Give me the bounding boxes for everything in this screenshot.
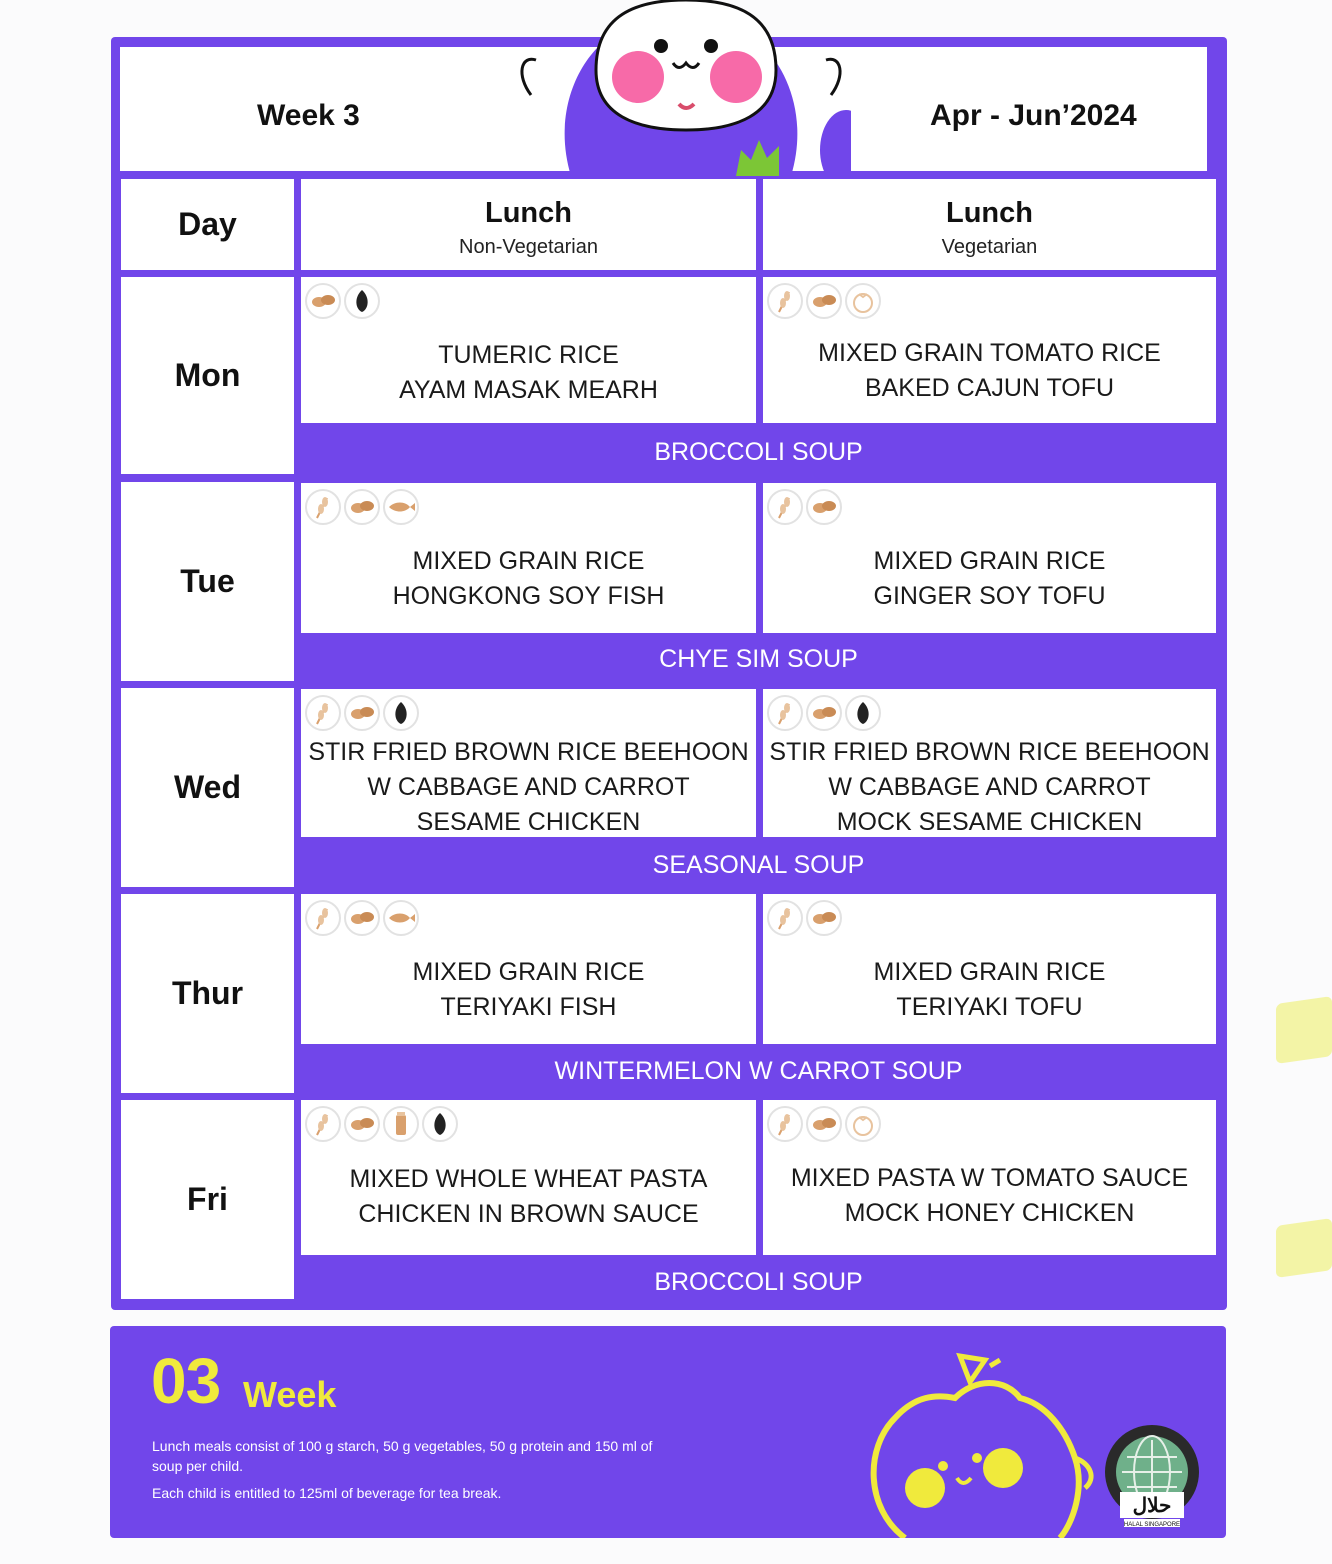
day-label: Fri [121, 1100, 294, 1299]
allergen-icons [767, 489, 842, 525]
column-header-day: Day [121, 179, 294, 270]
meal-line: MIXED GRAIN TOMATO RICE [818, 339, 1161, 367]
wheat-icon [767, 695, 803, 731]
sesame-seed-icon [383, 695, 419, 731]
allergen-icons [305, 1106, 458, 1142]
non-veg-title: Lunch [485, 197, 572, 229]
wheat-icon [305, 900, 341, 936]
meal-veg [763, 689, 1216, 837]
fish-icon [383, 900, 419, 936]
soup-label: WINTERMELON W CARROT SOUP [554, 1057, 963, 1085]
beans-icon [344, 900, 380, 936]
soup-label: BROCCOLI SOUP [654, 438, 863, 466]
wheat-icon [767, 283, 803, 319]
footer-banner [110, 1326, 1226, 1538]
soup-label: SEASONAL SOUP [652, 851, 865, 879]
sesame-seed-icon [422, 1106, 458, 1142]
allergen-icons [767, 283, 881, 319]
meal-line: AYAM MASAK MEARH [399, 376, 658, 404]
week-label: Week 3 [257, 99, 360, 132]
fish-icon [383, 489, 419, 525]
meal-line: HONGKONG SOY FISH [392, 582, 665, 610]
meal-line: MIXED WHOLE WHEAT PASTA [349, 1165, 708, 1193]
allergen-icons [305, 283, 380, 319]
mascot-outline-icon [845, 1338, 1105, 1538]
wheat-icon [305, 1106, 341, 1142]
beans-icon [806, 695, 842, 731]
meal-description [763, 336, 1216, 406]
meal-line: MIXED GRAIN RICE [412, 547, 645, 575]
menu-table [111, 37, 1227, 1310]
column-header-non-veg [301, 179, 756, 270]
meal-line: MIXED PASTA W TOMATO SAUCE [790, 1164, 1189, 1192]
meal-line: SESAME CHICKEN [416, 808, 641, 836]
wheat-icon [767, 900, 803, 936]
meal-non-veg [301, 1100, 756, 1255]
meal-veg [763, 483, 1216, 633]
meal-veg [763, 277, 1216, 423]
meal-line: BAKED CAJUN TOFU [864, 374, 1115, 402]
meal-veg [763, 894, 1216, 1044]
tomato-icon [845, 1106, 881, 1142]
meal-line: TUMERIC RICE [438, 341, 619, 369]
beans-icon [344, 1106, 380, 1142]
period-label: Apr - Jun’2024 [930, 99, 1137, 132]
meal-non-veg [301, 894, 756, 1044]
decorative-stripe [1276, 996, 1332, 1064]
meal-description [763, 955, 1216, 1025]
meal-line: MOCK HONEY CHICKEN [844, 1199, 1135, 1227]
meal-description [301, 544, 756, 614]
veg-title: Lunch [946, 197, 1033, 229]
meal-description [763, 1161, 1216, 1231]
halal-text: HALAL SINGAPORE [1123, 1522, 1181, 1528]
allergen-icons [305, 489, 419, 525]
meal-description [301, 955, 756, 1025]
wheat-icon [305, 695, 341, 731]
soup-label: CHYE SIM SOUP [659, 645, 858, 673]
meal-line: MIXED GRAIN RICE [873, 958, 1106, 986]
meal-line: TERIYAKI FISH [440, 993, 617, 1021]
svg-text:حلال: حلال [1132, 1495, 1172, 1517]
beans-icon [806, 283, 842, 319]
week-number: 03 [151, 1345, 221, 1417]
non-veg-subtitle: Non-Vegetarian [459, 236, 598, 258]
halal-logo [1102, 1422, 1202, 1528]
allergen-icons [767, 1106, 881, 1142]
day-label: Tue [121, 482, 294, 681]
sesame-seed-icon [344, 283, 380, 319]
allergen-icons [305, 695, 419, 731]
day-label: Mon [121, 277, 294, 474]
beverage-note: Each child is entitled to 125ml of beverage for tea break. [152, 1485, 502, 1501]
beans-icon [806, 1106, 842, 1142]
meal-line: CHICKEN IN BROWN SAUCE [358, 1200, 699, 1228]
allergen-icons [767, 695, 881, 731]
beans-icon [344, 695, 380, 731]
meal-line: STIR FRIED BROWN RICE BEEHOON [308, 738, 749, 766]
milk-icon [383, 1106, 419, 1142]
week-word: Week [243, 1374, 337, 1415]
portion-note: Lunch meals consist of 100 g starch, 50 g vegetables, 50 g protein and 150 ml of soup per child. [152, 1438, 653, 1474]
meal-line: W CABBAGE AND CARROT [828, 773, 1151, 801]
wheat-icon [767, 1106, 803, 1142]
beans-icon [344, 489, 380, 525]
meal-description [763, 735, 1216, 837]
allergen-icons [305, 900, 419, 936]
beans-icon [806, 489, 842, 525]
meal-description [301, 735, 756, 837]
meal-description [301, 1162, 756, 1232]
eggplant-mascot-icon [511, 0, 851, 176]
meal-non-veg [301, 483, 756, 633]
day-label: Wed [121, 688, 294, 887]
soup-label: BROCCOLI SOUP [654, 1268, 863, 1296]
sesame-seed-icon [845, 695, 881, 731]
meal-description [301, 338, 756, 408]
beans-icon [806, 900, 842, 936]
meal-veg [763, 1100, 1216, 1255]
wheat-icon [767, 489, 803, 525]
column-header-veg [763, 179, 1216, 270]
meal-line: STIR FRIED BROWN RICE BEEHOON [769, 738, 1210, 766]
meal-line: MOCK SESAME CHICKEN [836, 808, 1143, 836]
meal-non-veg [301, 689, 756, 837]
beans-icon [305, 283, 341, 319]
meal-line: TERIYAKI TOFU [896, 993, 1083, 1021]
meal-line: MIXED GRAIN RICE [873, 547, 1106, 575]
tomato-icon [845, 283, 881, 319]
meal-description [763, 544, 1216, 614]
day-label: Thur [121, 894, 294, 1093]
wheat-icon [305, 489, 341, 525]
meal-non-veg [301, 277, 756, 423]
meal-line: MIXED GRAIN RICE [412, 958, 645, 986]
meal-line: W CABBAGE AND CARROT [367, 773, 690, 801]
meal-line: GINGER SOY TOFU [873, 582, 1106, 610]
allergen-icons [767, 900, 842, 936]
decorative-stripe [1276, 1218, 1332, 1278]
veg-subtitle: Vegetarian [941, 236, 1038, 258]
